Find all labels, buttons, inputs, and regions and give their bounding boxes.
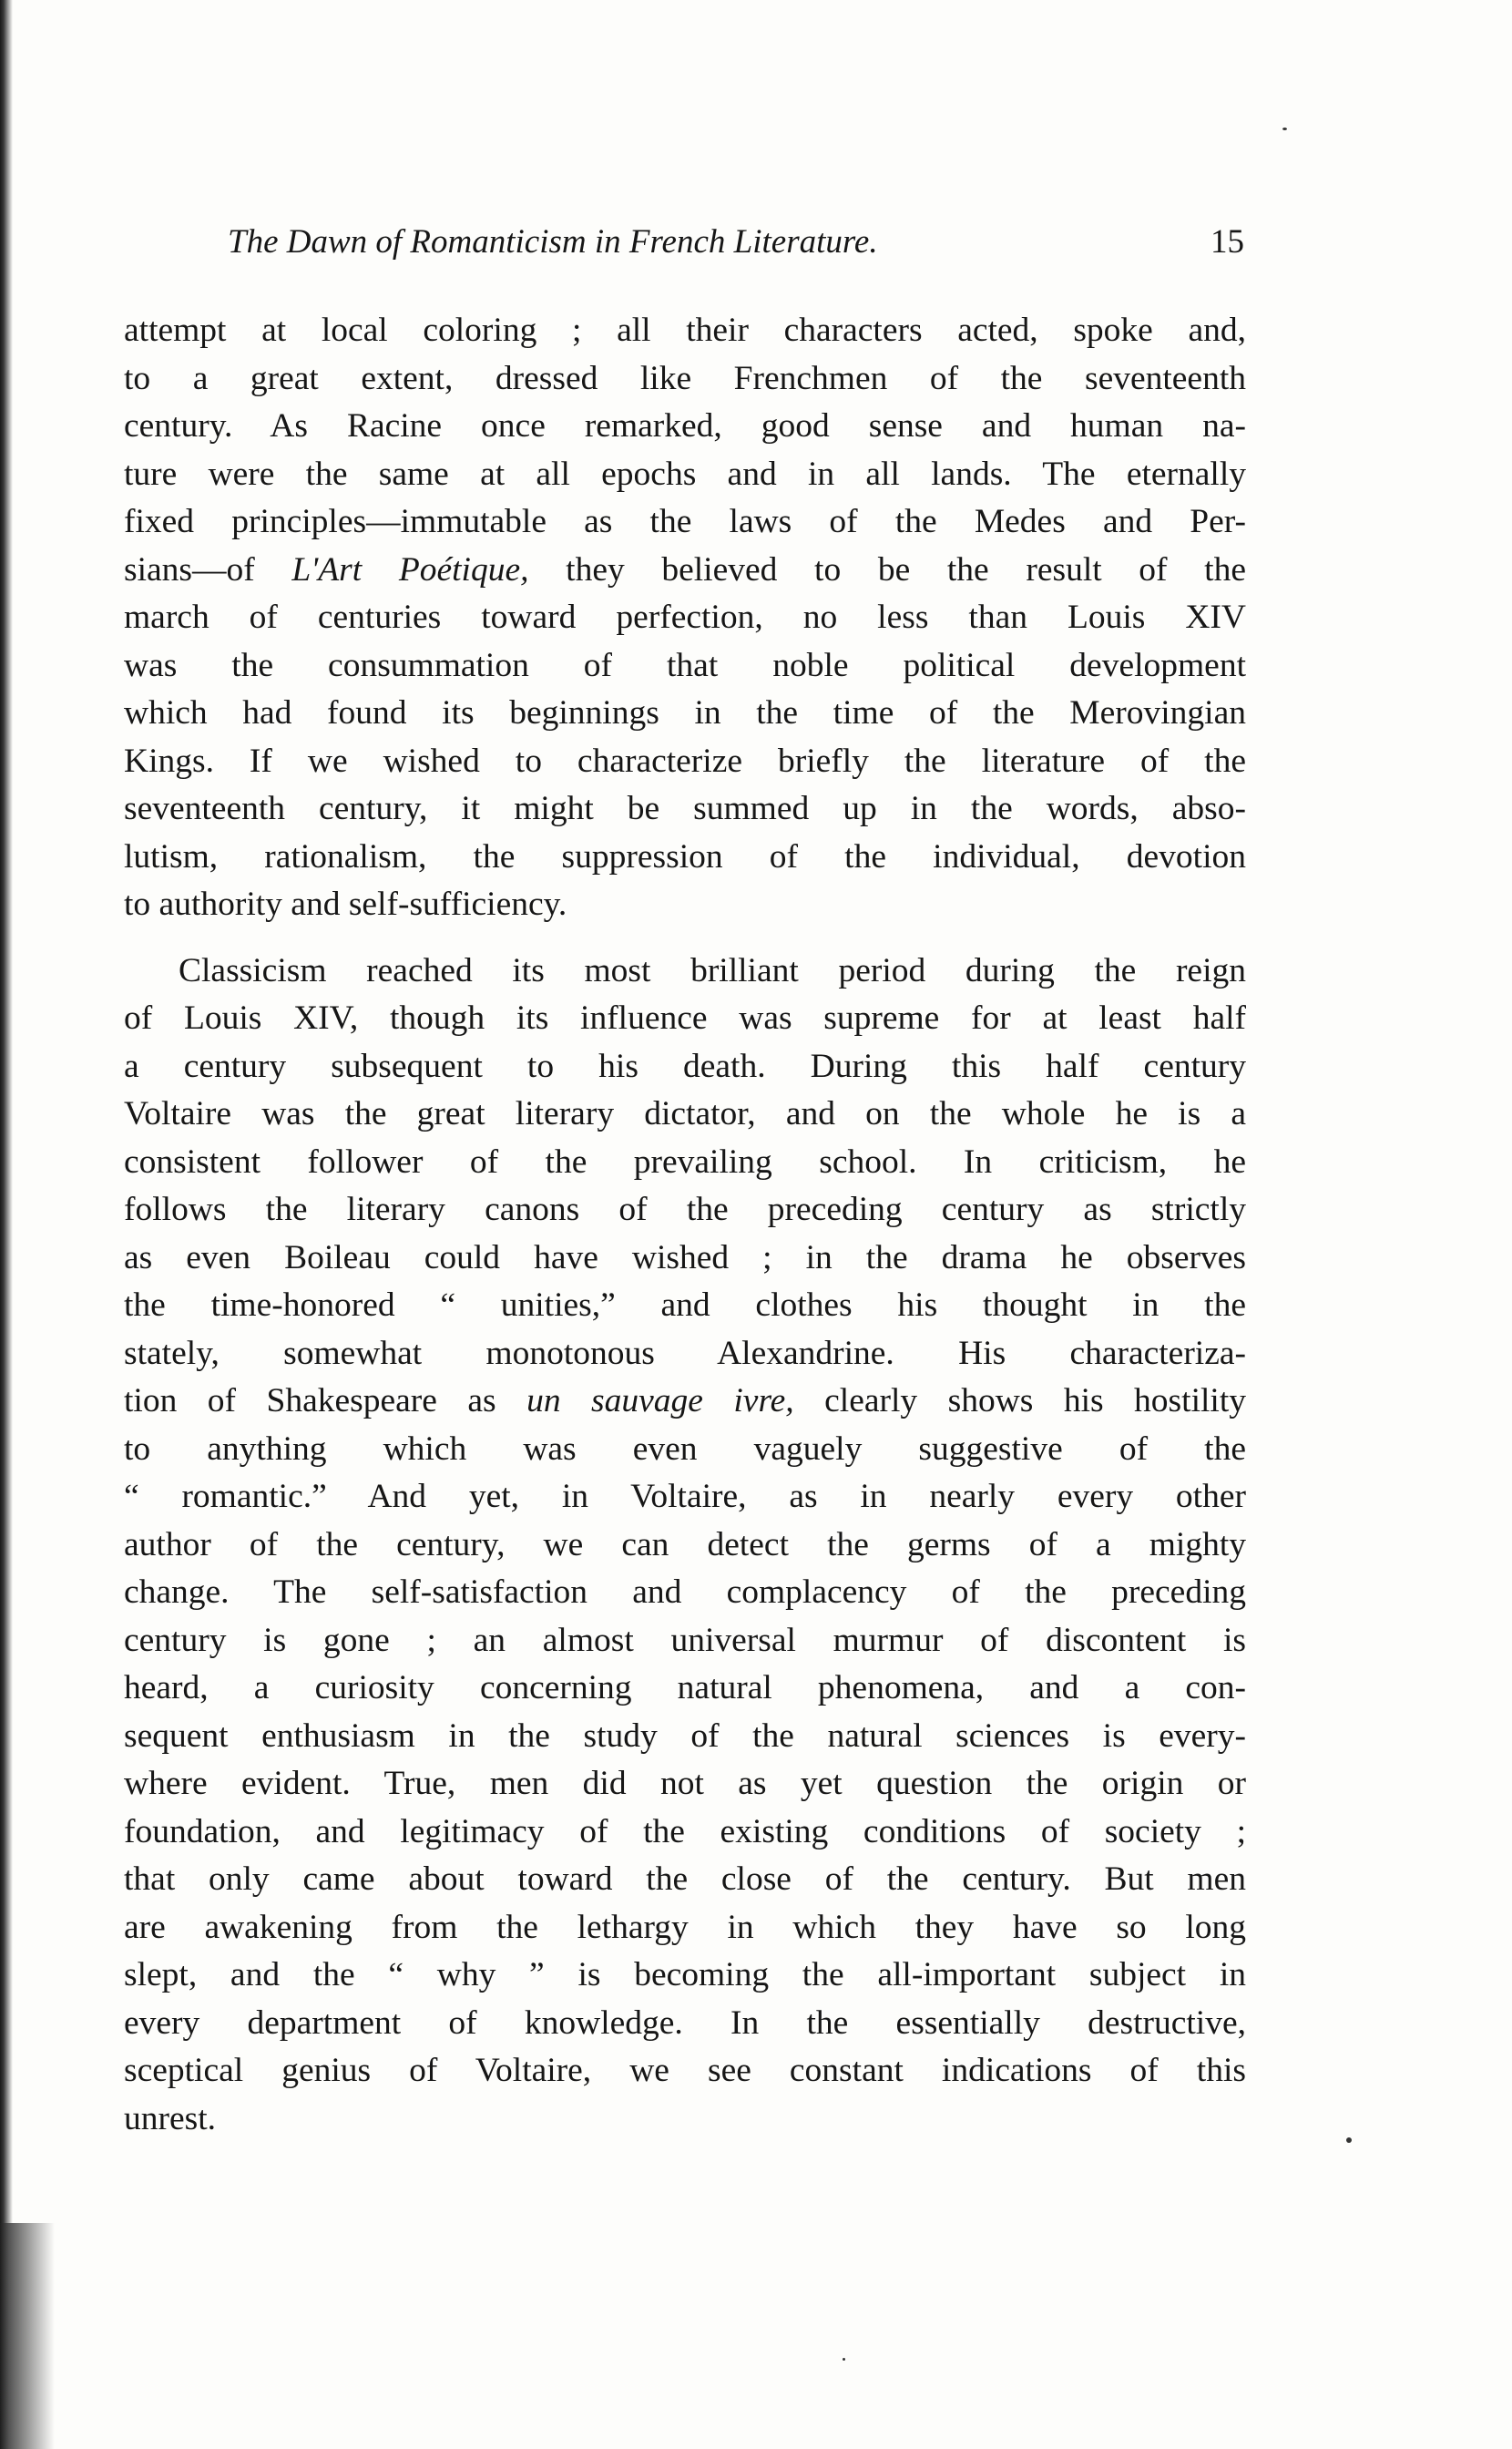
text-line: to authority and self-sufficiency. [124,886,567,923]
text-line: the time-honored “ unities,” and clothes his thought in the [124,1286,1246,1324]
binding-edge [0,0,13,2449]
text-line: sequent enthusiasm in the study of the natural sciences is every- [124,1716,1246,1755]
text-line: change. The self-satisfaction and complacency of the preceding [124,1573,1246,1611]
paragraph-1 [124,307,1246,929]
text-line: of Louis XIV, though its influence was supreme for at least half [124,999,1246,1037]
text-line: heard, a curiosity concerning natural phenomena, and a con- [124,1669,1246,1706]
paragraph-2 [124,948,1246,2144]
text-line: that only came about toward the close of the century. But men [124,1860,1246,1898]
text-line: century. As Racine once remarked, good sense and human na- [124,407,1246,445]
text-line: “ romantic.” And yet, in Voltaire, as in nearly every other [124,1478,1246,1515]
page-number: 15 [1211,223,1244,261]
text-line: Classicism reached its most brilliant period during the reign [179,951,1246,989]
text-line: slept, and the “ why ” is becoming the all-important subject in [124,1956,1246,1993]
text-line: seventeenth century, it might be summed up in the words, abso- [124,790,1246,827]
text-line: are awakening from the lethargy in which they have so long [124,1908,1246,1946]
running-title: The Dawn of Romanticism in French Literature. [228,223,878,261]
text-fragment: tion of Shakespeare as [124,1382,527,1419]
text-line-with-italic [124,1378,1246,1426]
body-text [124,307,1246,2143]
text-line: Kings. If we wished to characterize briefly the literature of the [124,742,1246,780]
text-line: where evident. True, men did not as yet question the origin or [124,1765,1246,1802]
italic-phrase: un sauvage ivre, [526,1382,794,1419]
italic-title: L'Art Poétique, [291,550,529,589]
text-line: attempt at local coloring ; all their characters acted, spoke and, [124,312,1246,349]
text-line: ture were the same at all epochs and in all lands. The eternally [124,455,1246,493]
text-line: consistent follower of the prevailing school. In criticism, he [124,1143,1246,1181]
text-line: to anything which was even vaguely suggestive of the [124,1429,1246,1468]
binding-edge-shadow [0,2223,55,2449]
page-header [228,222,1244,273]
paragraph-gap [124,929,1246,948]
text-line: fixed principles—immutable as the laws of the Medes and Per- [124,503,1246,540]
text-fragment: they believed to be the result of the [528,550,1246,589]
scan-speck [1346,2137,1352,2143]
text-line: author of the century, we can detect the germs of a mighty [124,1525,1246,1563]
text-line: a century subsequent to his death. During this half century [124,1047,1246,1085]
text-fragment: clearly shows his hostility [793,1382,1246,1419]
text-line: as even Boileau could have wished ; in the drama he observes [124,1238,1246,1276]
scan-speck [1282,128,1287,130]
text-line: follows the literary canons of the preceding century as strictly [124,1191,1246,1228]
text-fragment: sians—of [124,550,292,589]
text-line: foundation, and legitimacy of the existing conditions of society ; [124,1812,1246,1850]
text-line: century is gone ; an almost universal murmur of discontent is [124,1621,1246,1659]
text-line: lutism, rationalism, the suppression of the individual, devotion [124,837,1246,876]
text-line: was the consummation of that noble political development [124,646,1246,684]
text-line: every department of knowledge. In the essentially destructive, [124,2003,1246,2042]
text-line: sceptical genius of Voltaire, we see constant indications of this [124,2052,1246,2089]
text-line-with-italic [124,547,1246,595]
text-line: Voltaire was the great literary dictator, and on the whole he is a [124,1095,1246,1132]
text-line: to a great extent, dressed like Frenchmen of the seventeenth [124,359,1246,397]
text-line: which had found its beginnings in the time of the Merovingian [124,694,1246,732]
text-line: stately, somewhat monotonous Alexandrine. His characteriza- [124,1334,1246,1372]
text-line: unrest. [124,2099,217,2137]
scan-speck [843,2358,845,2361]
text-line: march of centuries toward perfection, no less than Louis XIV [124,599,1246,636]
